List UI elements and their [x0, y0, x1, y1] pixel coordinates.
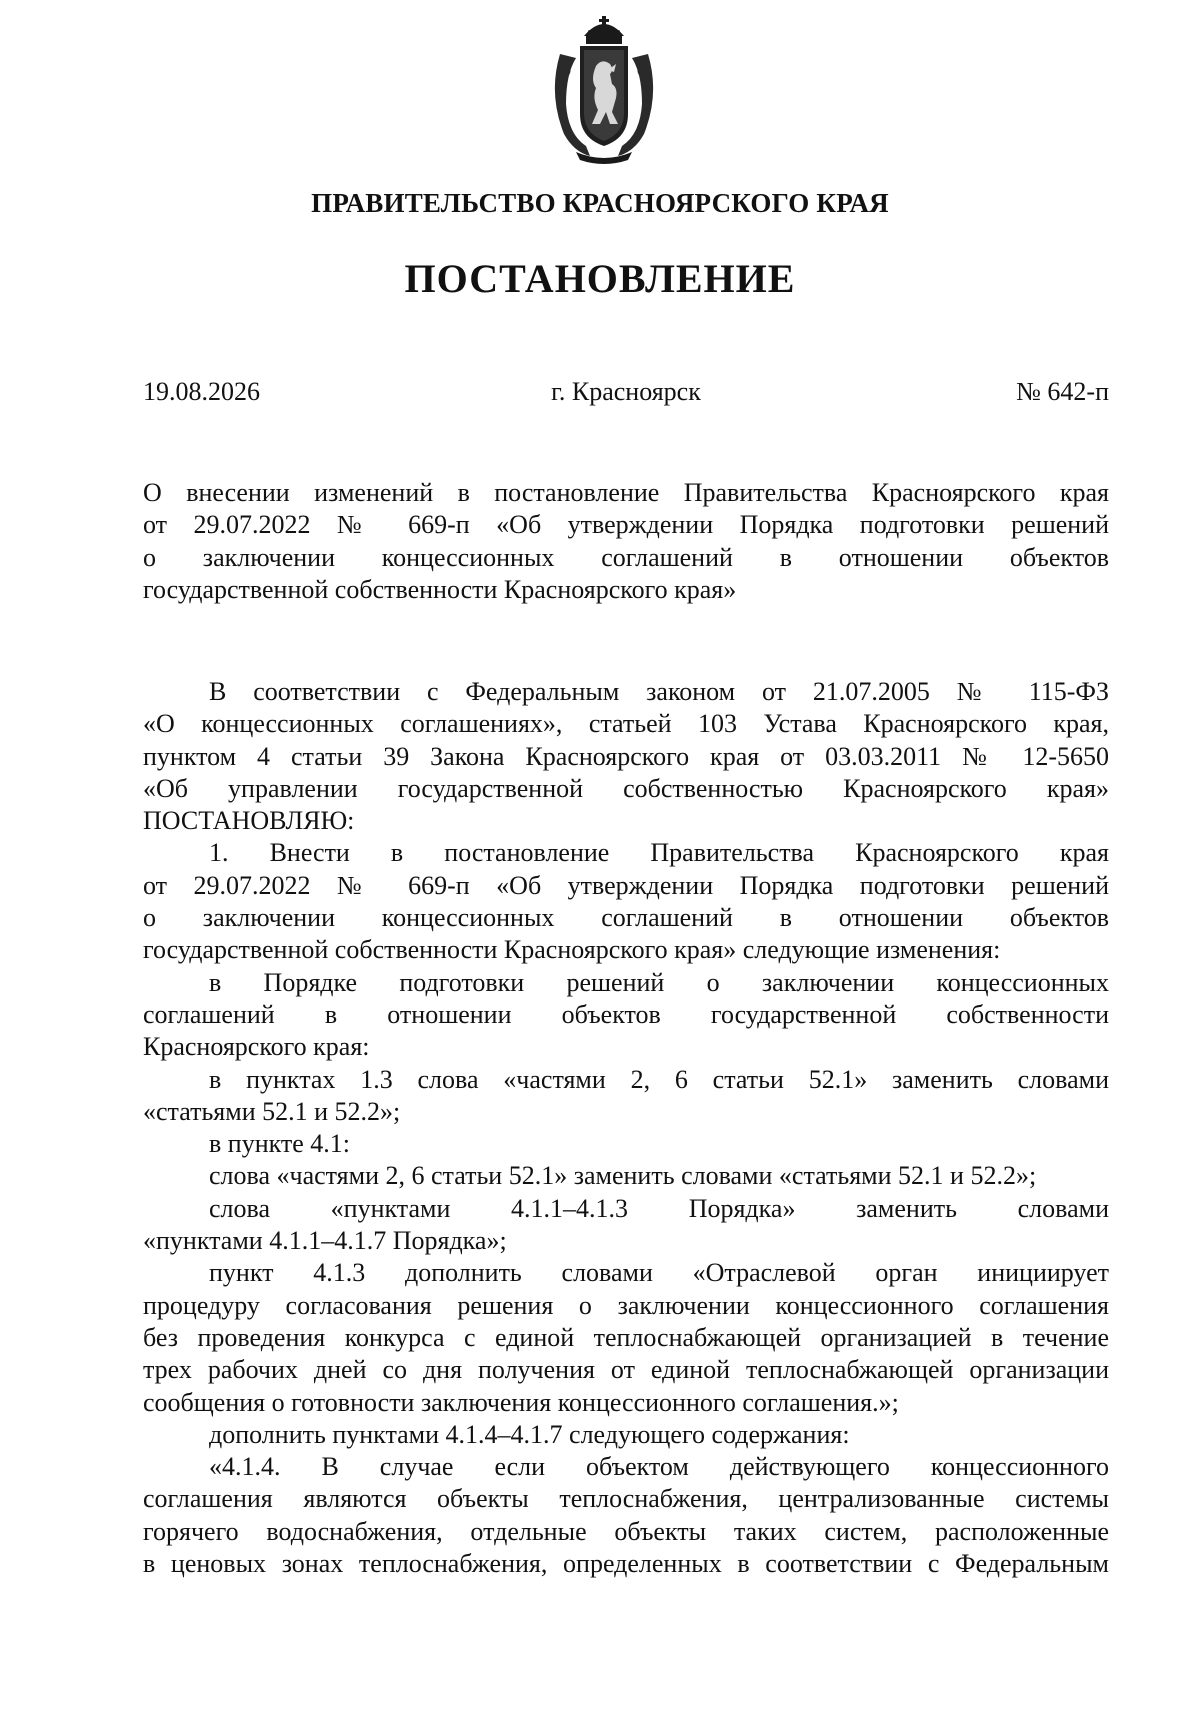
body-line: слова «пунктами 4.1.1–4.1.3 Порядка» заменить словами [209, 1193, 1109, 1223]
subject-line: государственной собственности Красноярского края» [143, 574, 737, 604]
body-line: «Об управлении государственной собственностью Красноярского края» [143, 773, 1109, 803]
body-line: 1. Внести в постановление Правительства Красноярского края [209, 838, 1109, 868]
body-line: соглашения являются объекты теплоснабжения, централизованные системы [143, 1484, 1109, 1514]
document-body [143, 676, 1109, 1580]
subject-line: О внесении изменений в постановление Правительства Красноярского края [143, 478, 1109, 507]
body-line: «пунктами 4.1.1–4.1.7 Порядка»; [143, 1226, 507, 1256]
subject-line: от 29.07.2022 № 669-п «Об утверждении Порядка подготовки решений [143, 510, 1109, 540]
body-line: сообщения о готовности заключения концессионного соглашения.»; [143, 1387, 899, 1417]
body-line: Красноярского края: [143, 1032, 370, 1062]
body-line: «статьями 52.1 и 52.2»; [143, 1096, 401, 1126]
document-date: 19.08.2026 [143, 377, 260, 406]
body-line: дополнить пунктами 4.1.4–4.1.7 следующего содержания: [209, 1419, 850, 1449]
document-type-title: ПОСТАНОВЛЕНИЕ [404, 256, 796, 301]
body-line: от 29.07.2022 № 669-п «Об утверждении Порядка подготовки решений [143, 870, 1109, 900]
document-subject [143, 477, 1109, 606]
body-line: в ценовых зонах теплоснабжения, определенных в соответствии с Федеральным [143, 1549, 1109, 1579]
body-line: слова «частями 2, 6 статьи 52.1» заменить словами «статьями 52.1 и 52.2»; [209, 1161, 1037, 1191]
document-city: г. Красноярск [551, 377, 701, 406]
body-line: в Порядке подготовки решений о заключении концессионных [209, 967, 1109, 997]
body-line: «4.1.4. В случае если объектом действующего концессионного [209, 1452, 1109, 1482]
body-line: в пункте 4.1: [209, 1129, 351, 1159]
body-line: «О концессионных соглашениях», статьей 103 Устава Красноярского края, [143, 709, 1109, 739]
body-line: пункт 4.1.3 дополнить словами «Отраслевой орган инициирует [209, 1258, 1109, 1288]
coat-of-arms-icon [546, 14, 662, 164]
document-meta-row [143, 377, 1109, 413]
body-line: процедуру согласования решения о заключении концессионного соглашения [143, 1290, 1109, 1320]
body-line: государственной собственности Красноярского края» следующие изменения: [143, 935, 1001, 965]
body-line: ПОСТАНОВЛЯЮ: [143, 806, 355, 836]
organization-title: ПРАВИТЕЛЬСТВО КРАСНОЯРСКОГО КРАЯ [311, 188, 889, 218]
subject-line: о заключении концессионных соглашений в отношении объектов [143, 542, 1109, 572]
body-line: В соответствии с Федеральным законом от 21.07.2005 № 115-ФЗ [209, 677, 1109, 706]
body-line: без проведения конкурса с единой теплоснабжающей организацией в течение [143, 1322, 1109, 1352]
body-line: пунктом 4 статьи 39 Закона Красноярского края от 03.03.2011 № 12-5650 [143, 741, 1109, 771]
body-line: горячего водоснабжения, отдельные объекты таких систем, расположенные [143, 1516, 1109, 1546]
body-line: в пунктах 1.3 слова «частями 2, 6 статьи 52.1» заменить словами [209, 1064, 1109, 1094]
document-number: № 642-п [1016, 377, 1109, 406]
body-line: трех рабочих дней со дня получения от единой теплоснабжающей организации [143, 1355, 1109, 1385]
body-line: о заключении концессионных соглашений в отношении объектов [143, 903, 1109, 933]
body-line: соглашений в отношении объектов государственной собственности [143, 999, 1109, 1029]
